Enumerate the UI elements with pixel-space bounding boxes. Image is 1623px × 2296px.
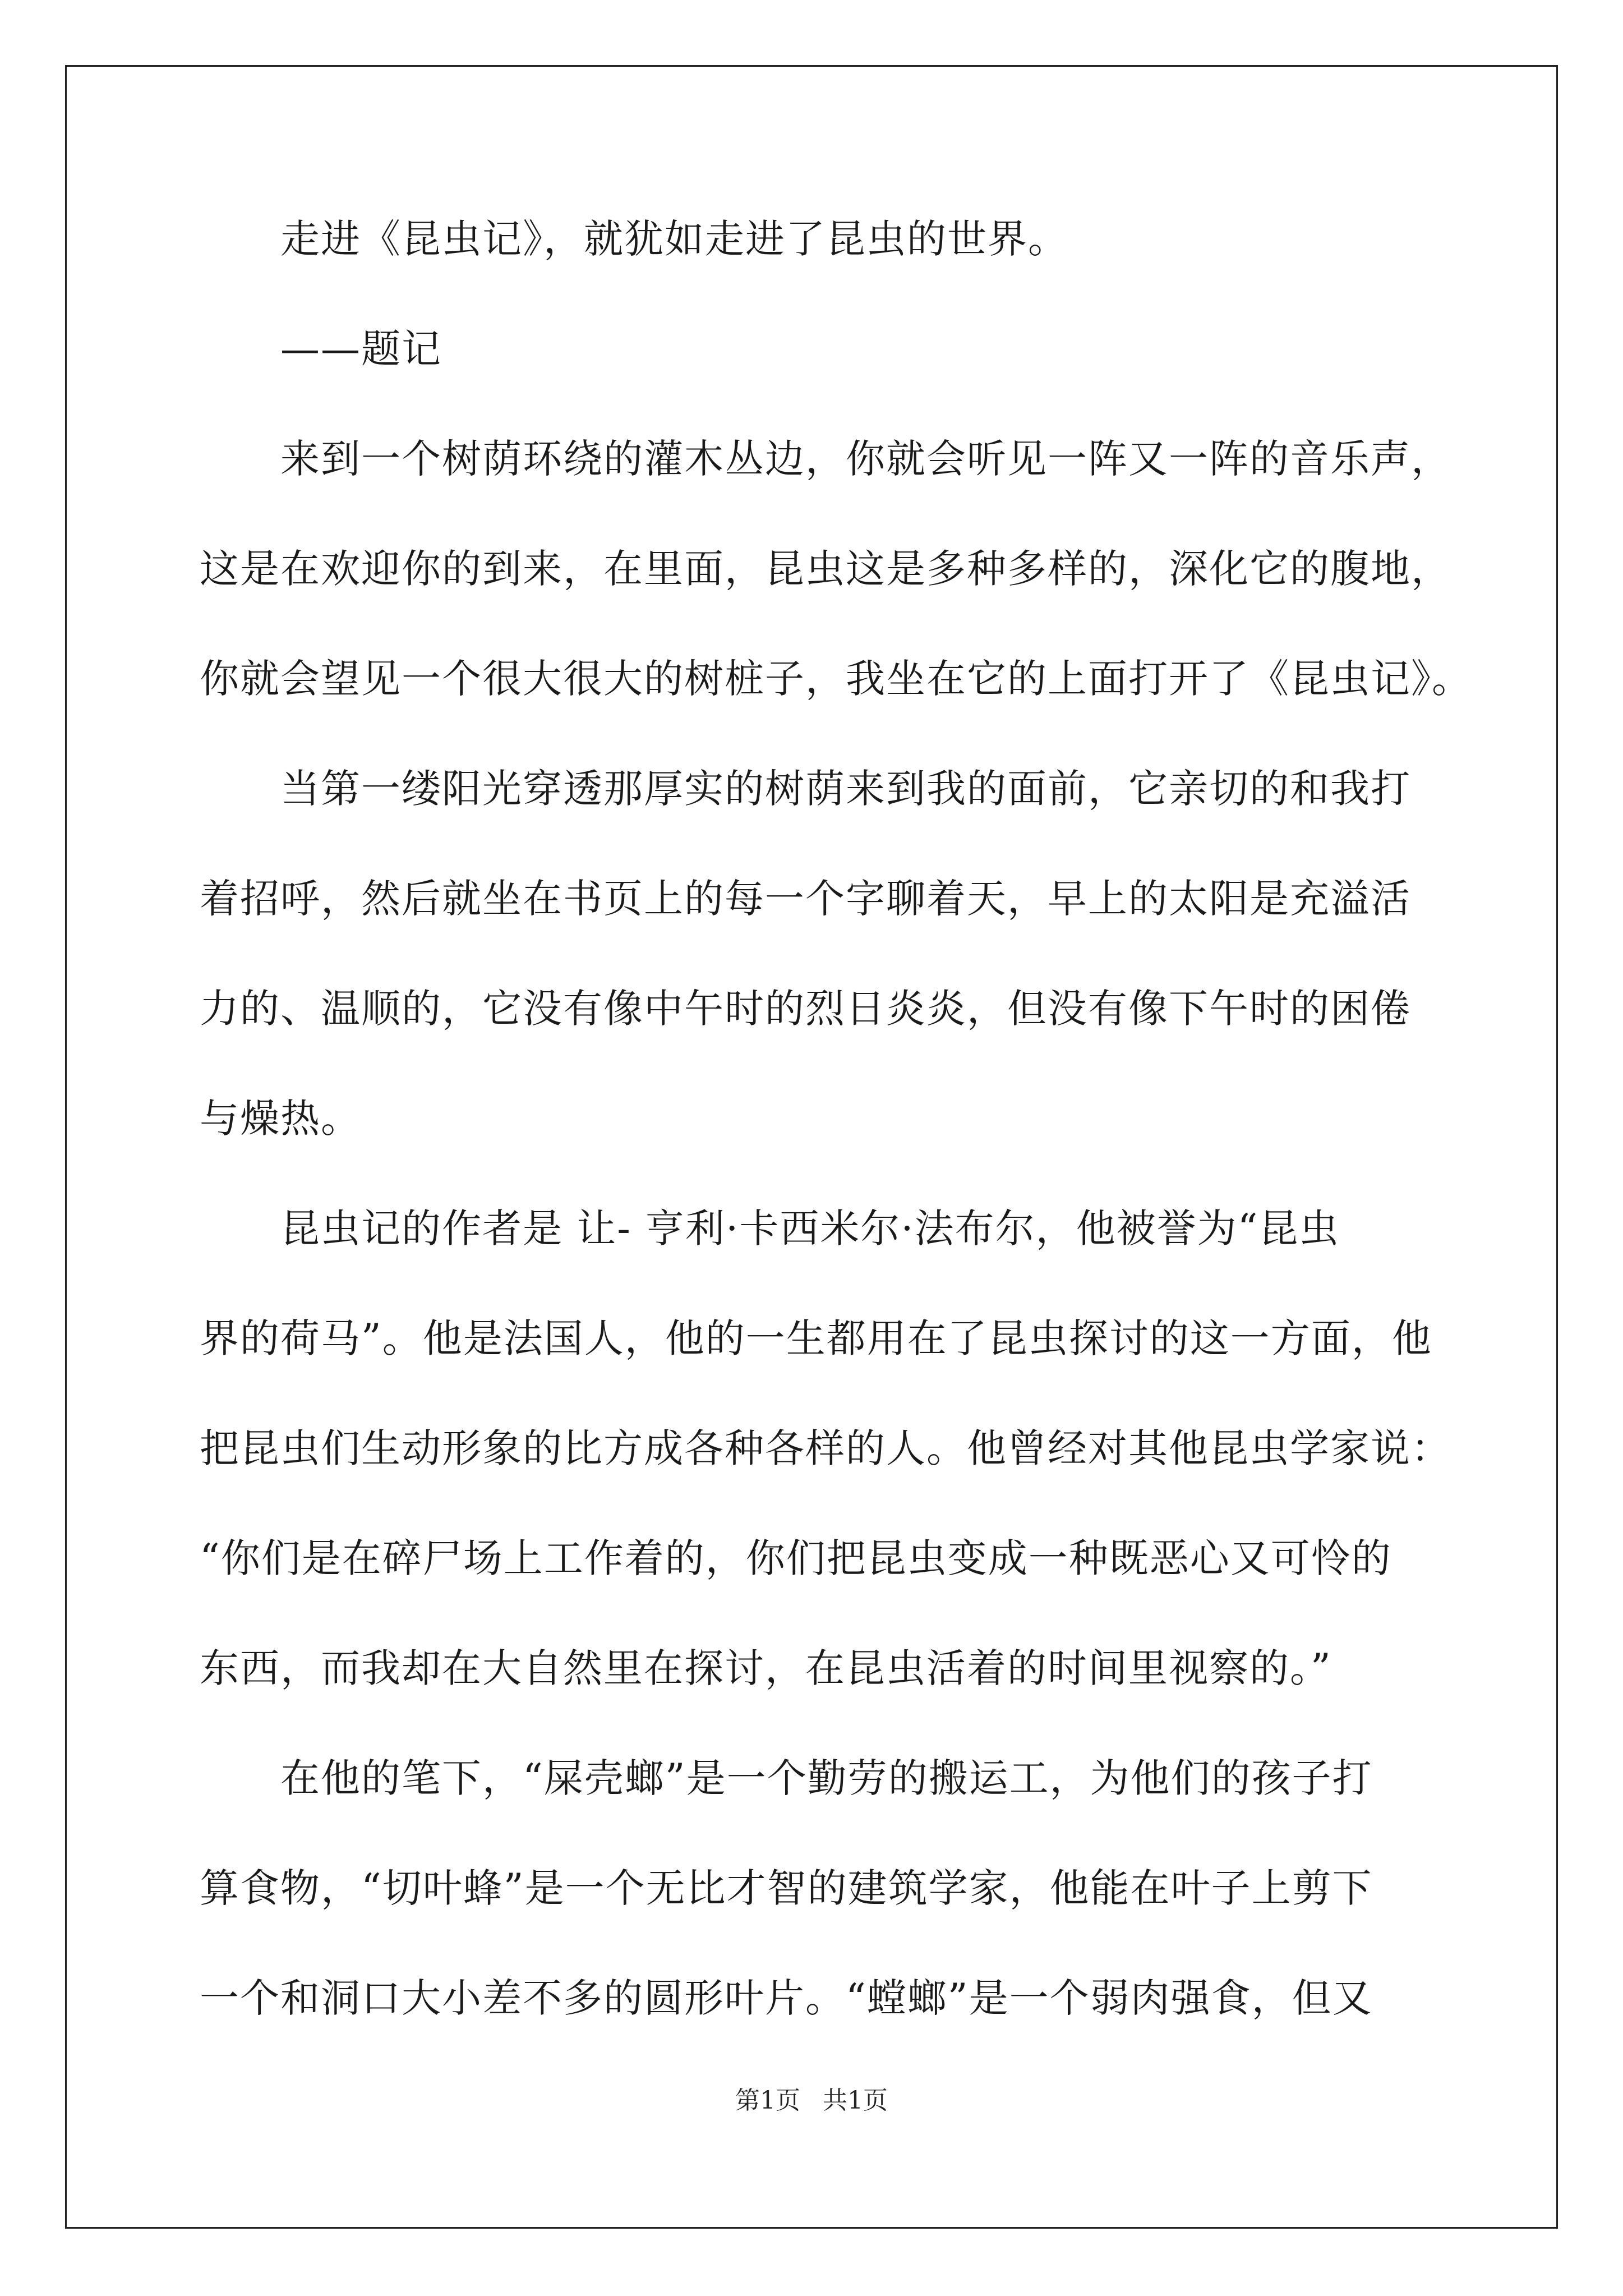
text-line: 界的荷马”。他是法国人，他的一生都用在了昆虫探讨的这一方面，他	[200, 1315, 1432, 1361]
page-total: 共1页	[823, 2086, 888, 2115]
text-line: 昆虫记的作者是 让- 亨利·卡西米尔·法布尔，他被誉为“昆虫	[200, 1205, 1340, 1251]
text-line: 这是在欢迎你的到来，在里面，昆虫这是多种多样的，深化它的腹地，	[200, 546, 1451, 592]
text-line: 把昆虫们生动形象的比方成各种各样的人。他曾经对其他昆虫学家说：	[200, 1425, 1451, 1471]
text-line: 在他的笔下，“屎壳螂”是一个勤劳的搬运工，为他们的孩子打	[200, 1755, 1373, 1801]
text-line: 算食物，“切叶蜂”是一个无比才智的建筑学家，他能在叶子上剪下	[200, 1865, 1373, 1911]
text-line: 着招呼，然后就坐在书页上的每一个字聊着天，早上的太阳是充溢活	[200, 876, 1411, 922]
text-line: 来到一个树荫环绕的灌木丛边，你就会听见一阵又一阵的音乐声，	[200, 436, 1451, 482]
text-line: “你们是在碎尸场上工作着的，你们把昆虫变成一种既恶心又可怜的	[200, 1535, 1392, 1581]
text-line: 当第一缕阳光穿透那厚实的树荫来到我的面前，它亲切的和我打	[200, 766, 1411, 812]
text-line: 你就会望见一个很大很大的树桩子，我坐在它的上面打开了《昆虫记》。	[200, 656, 1472, 702]
text-line: 走进《昆虫记》，就犹如走进了昆虫的世界。	[200, 216, 1068, 262]
text-line: 东西，而我却在大自然里在探讨，在昆虫活着的时间里视察的。”	[200, 1645, 1332, 1691]
page-footer	[0, 2084, 1623, 2118]
page-number: 第1页	[735, 2086, 800, 2115]
text-line: 一个和洞口大小差不多的圆形叶片。“螳螂”是一个弱肉强食，但又	[200, 1975, 1373, 2021]
text-line: ——题记	[200, 326, 442, 372]
text-line: 与燥热。	[200, 1096, 361, 1142]
text-line: 力的、温顺的，它没有像中午时的烈日炎炎，但没有像下午时的困倦	[200, 986, 1411, 1032]
